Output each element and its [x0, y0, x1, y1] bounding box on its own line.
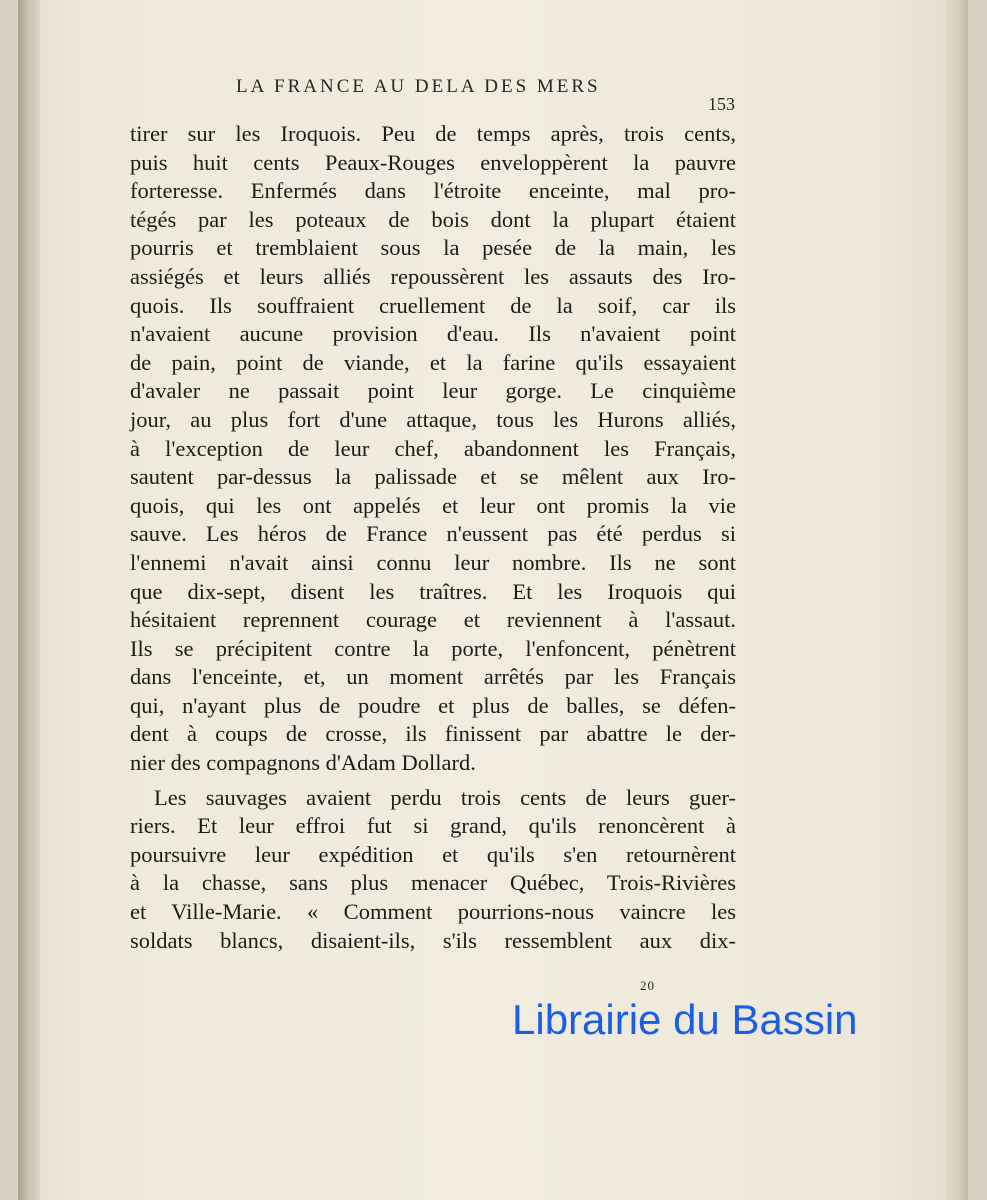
- page-number: 153: [708, 94, 735, 114]
- text-line: de pain, point de viande, et la farine qu'ils essayaient: [130, 349, 736, 375]
- text-line: dans l'enceinte, et, un moment arrêtés par les Français: [130, 664, 736, 690]
- text-line: forteresse. Enfermés dans l'étroite enceinte, mal pro-: [130, 178, 736, 204]
- text-line: sauve. Les héros de France n'eussent pas été perdus si: [130, 521, 736, 547]
- running-head: LA FRANCE AU DELA DES MERS: [236, 76, 601, 97]
- text-line: n'avaient aucune provision d'eau. Ils n'avaient point: [130, 321, 736, 347]
- text-line: à l'exception de leur chef, abandonnent les Français,: [130, 435, 736, 461]
- text-line: soldats blancs, disaient-ils, s'ils ressemblent aux dix-: [130, 927, 736, 953]
- watermark: Librairie du Bassin: [512, 996, 858, 1043]
- text-line: l'ennemi n'avait ainsi connu leur nombre. Ils ne sont: [130, 549, 736, 575]
- text-line: hésitaient reprennent courage et reviennent à l'assaut.: [130, 607, 736, 633]
- text-line: dent à coups de crosse, ils finissent par abattre le der-: [130, 721, 736, 747]
- page-edge: [946, 0, 968, 1200]
- text-line: tirer sur les Iroquois. Peu de temps après, trois cents,: [130, 121, 736, 146]
- text-line: que dix-sept, disent les traîtres. Et les Iroquois qui: [130, 578, 736, 604]
- text-line: assiégés et leurs alliés repoussèrent les assauts des Iro-: [130, 263, 736, 289]
- text-line: Ils se précipitent contre la porte, l'enfoncent, pénètrent: [130, 635, 736, 661]
- text-line: nier des compagnons d'Adam Dollard.: [130, 750, 476, 776]
- text-line: jour, au plus fort d'une attaque, tous les Hurons alliés,: [130, 406, 736, 432]
- text-line: tégés par les poteaux de bois dont la plupart étaient: [130, 206, 736, 232]
- text-line: poursuivre leur expédition et qu'ils s'en retournèrent: [130, 841, 736, 867]
- text-line: riers. Et leur effroi fut si grand, qu'ils renoncèrent à: [130, 813, 736, 839]
- text-line: quois, qui les ont appelés et leur ont promis la vie: [130, 492, 736, 518]
- body-text: [130, 120, 736, 955]
- text-line: pourris et tremblaient sous la pesée de la main, les: [130, 235, 736, 261]
- text-line: Les sauvages avaient perdu trois cents de leurs guer-: [154, 784, 736, 810]
- text-line: qui, n'ayant plus de poudre et plus de balles, se défen-: [130, 692, 736, 718]
- page-gutter-shadow: [18, 0, 40, 1200]
- text-line: puis huit cents Peaux-Rouges enveloppèrent la pauvre: [130, 149, 736, 175]
- text-line: quois. Ils souffraient cruellement de la soif, car ils: [130, 292, 736, 318]
- text-line: à la chasse, sans plus menacer Québec, Trois-Rivières: [130, 870, 736, 896]
- text-line: et Ville-Marie. « Comment pourrions-nous vaincre les: [130, 899, 736, 925]
- text-line: d'avaler ne passait point leur gorge. Le cinquième: [130, 378, 736, 404]
- text-line: sautent par-dessus la palissade et se mêlent aux Iro-: [130, 464, 736, 490]
- signature-mark: 20: [640, 978, 655, 993]
